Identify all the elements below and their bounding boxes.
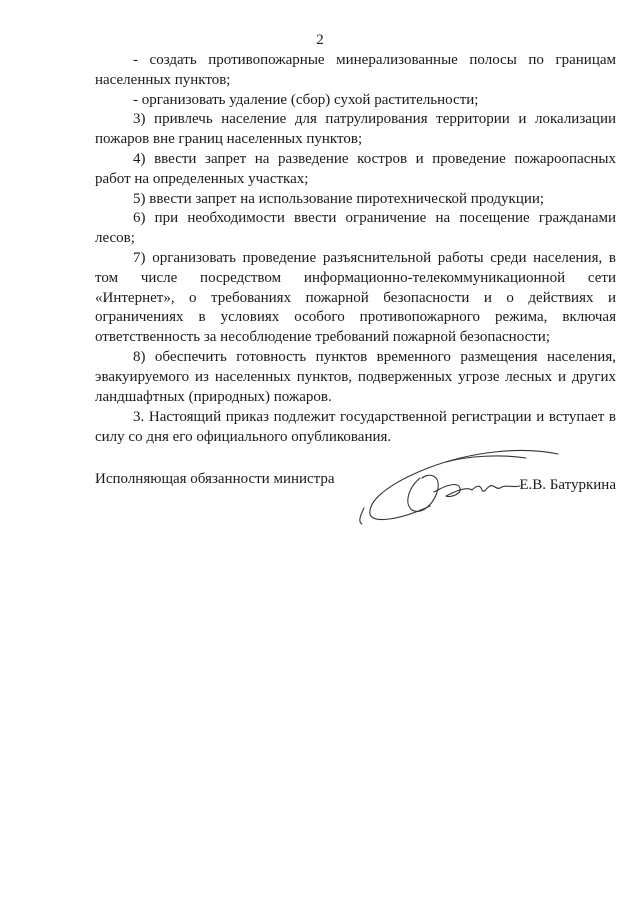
list-item: 3) привлечь население для патрулирования территории и локализации пожаров вне границ населенных пунктов; (95, 111, 616, 148)
signer-name: Е.В. Батуркина (519, 477, 616, 493)
list-item: 5) ввести запрет на использование пиротехнической продукции; (133, 190, 545, 207)
signer-title: Исполняющая обязанности министра (95, 471, 335, 487)
signature-block (95, 470, 616, 540)
document-body (95, 51, 616, 448)
list-item: 7) организовать проведение разъяснительной работы среди населения, в том числе посредством информационно-телекоммуникационной сети «Интернет», о требованиях пожарной безопасности и о действиях и ограничениях в условиях особого противопожарного режима, включая ответственность за несоблюдение требований пожарной безопасности; (95, 249, 616, 346)
list-item: 4) ввести запрет на разведение костров и проведение пожароопасных работ на определенных участках; (95, 150, 616, 187)
list-item: - организовать удаление (сбор) сухой растительности; (133, 91, 479, 108)
page-number: 2 (316, 32, 324, 48)
list-item: - создать противопожарные минерализованные полосы по границам населенных пунктов; (95, 52, 616, 88)
list-item: 8) обеспечить готовность пунктов временного размещения населения, эвакуируемого из населенных пунктов, подверженных угрозе лесных и других ландшафтных (природных) пожаров. (95, 348, 616, 405)
closing-clause: 3. Настоящий приказ подлежит государственной регистрации и вступает в силу со дня его официального опубликования. (95, 409, 616, 446)
list-item: 6) при необходимости ввести ограничение на посещение гражданами лесов; (95, 210, 616, 247)
